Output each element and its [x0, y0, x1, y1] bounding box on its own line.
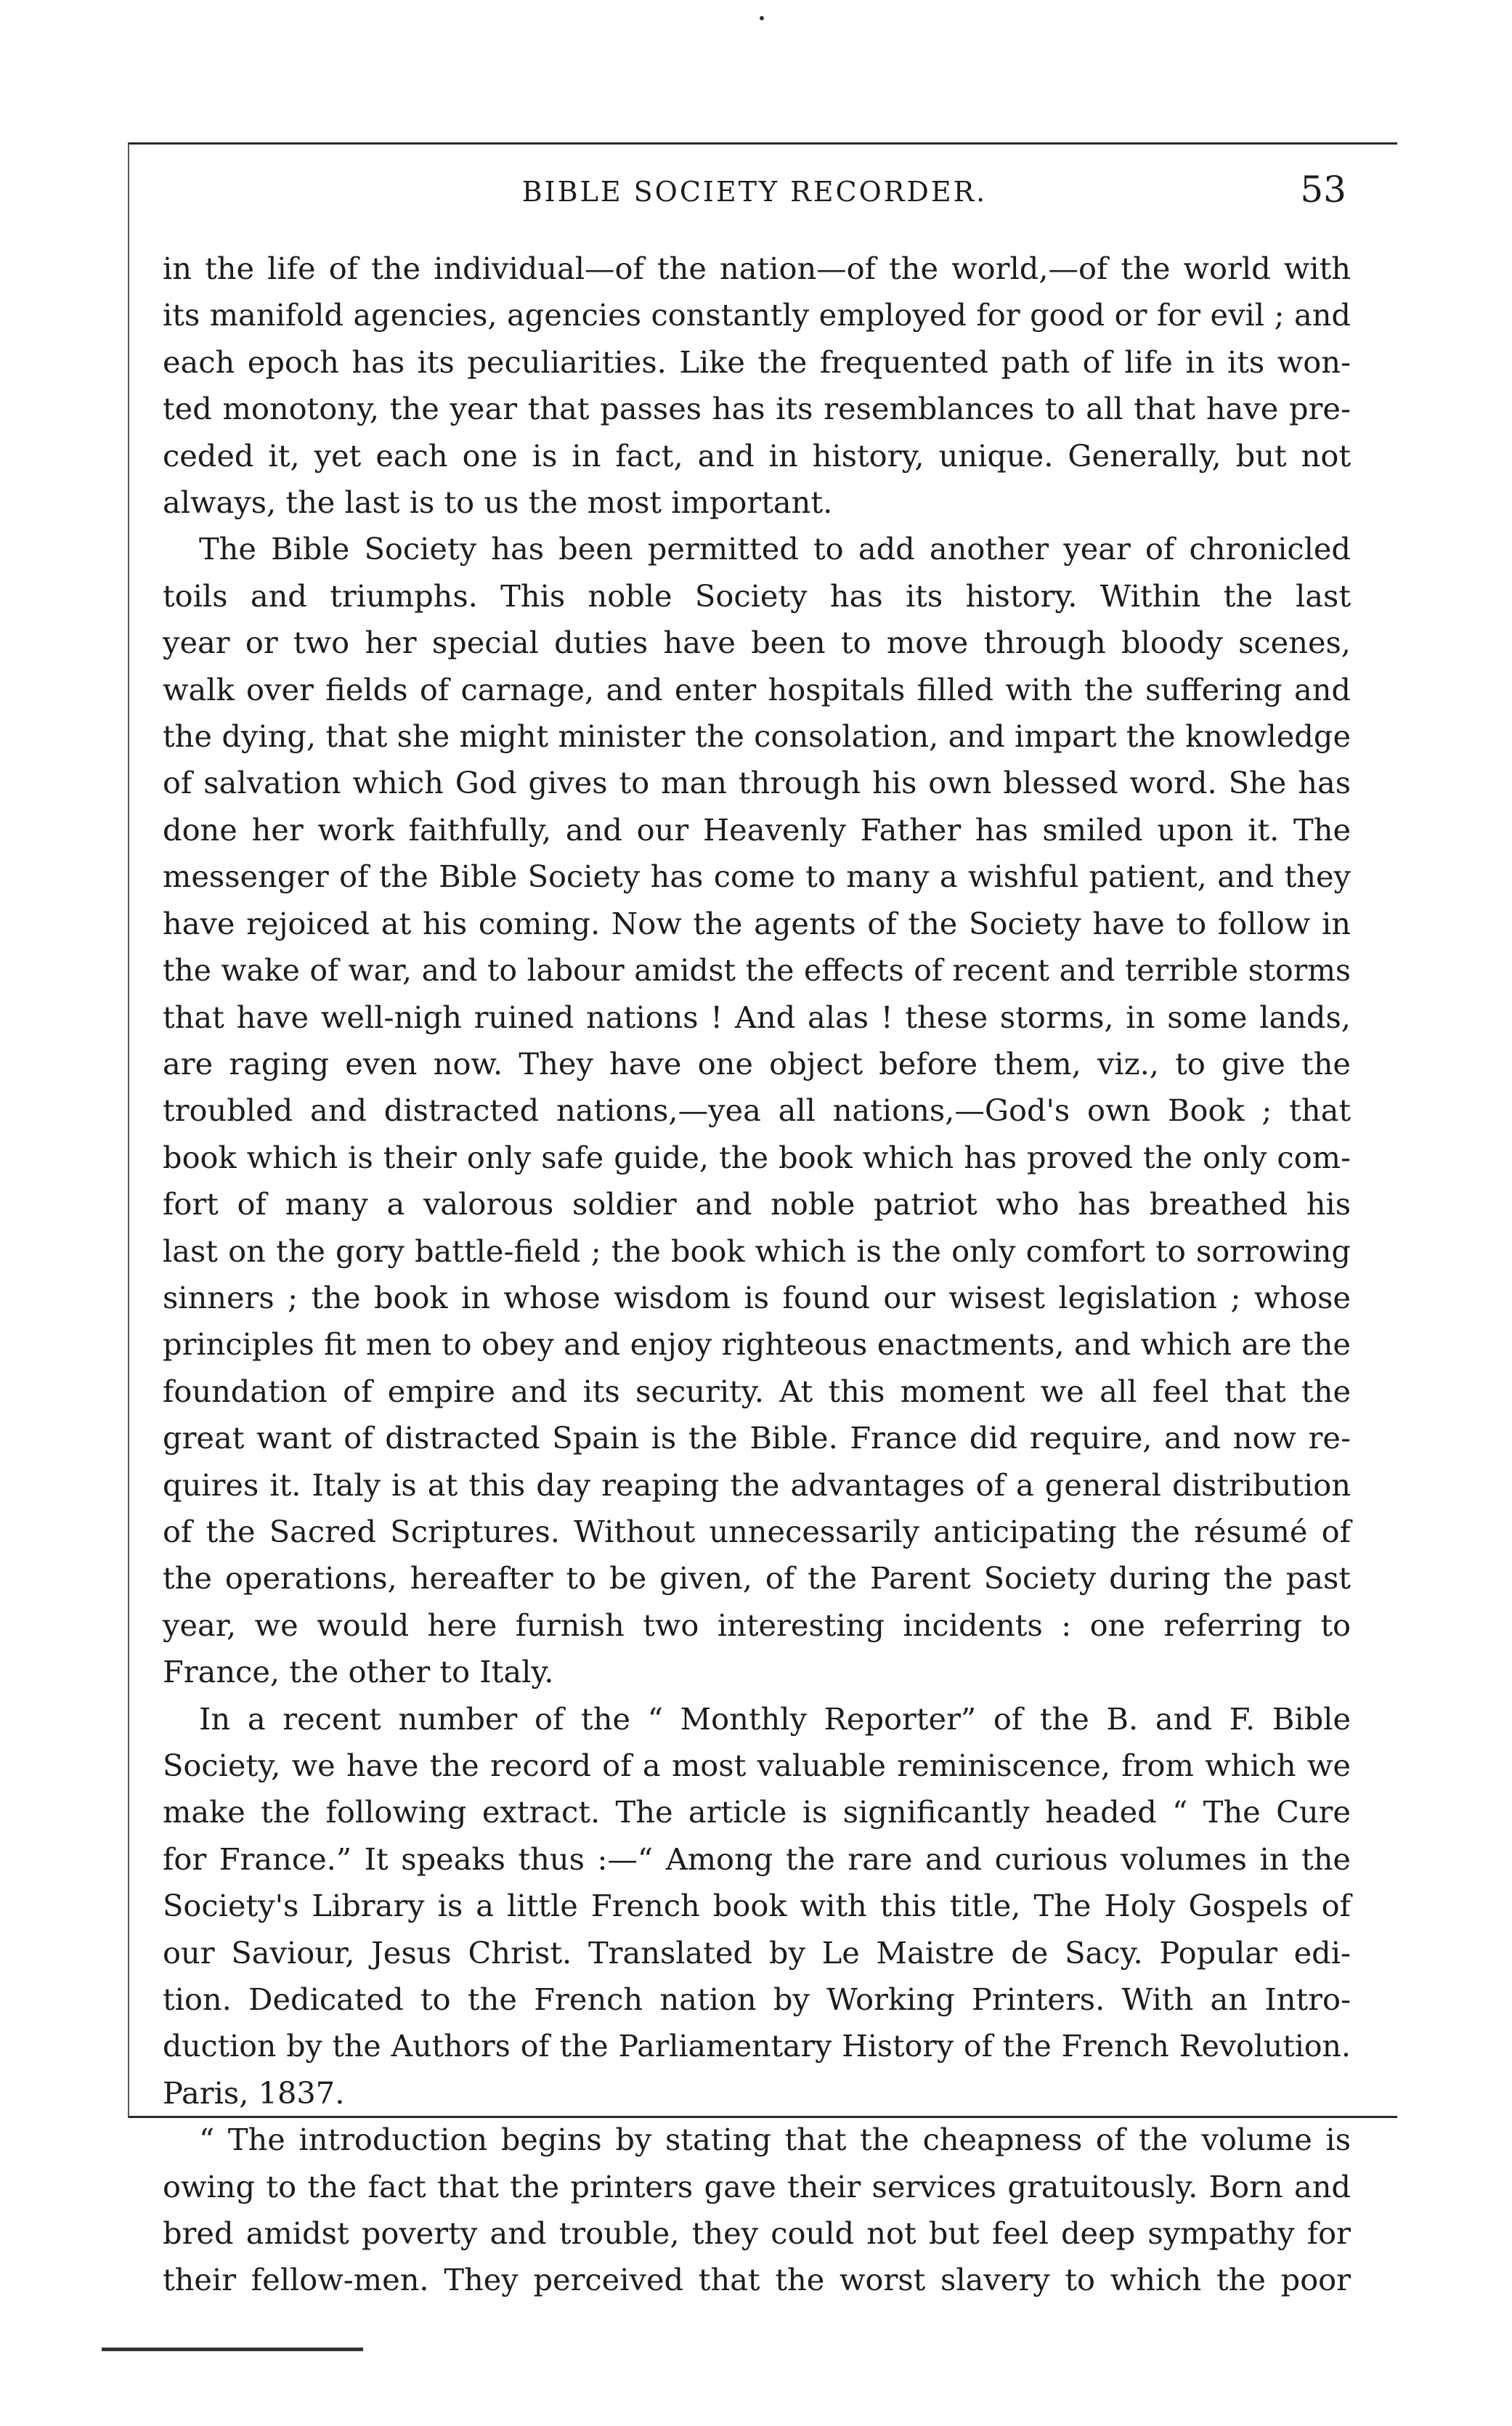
text-line: last on the gory battle-field ; the book which is the only comfort to sorrowing — [163, 1233, 1351, 1269]
text-line: walk over fields of carnage, and enter hospitals filled with the suffering and — [163, 671, 1351, 707]
text-line: tion. Dedicated to the French nation by Working Printers. With an Intro- — [163, 1981, 1351, 2018]
text-line: for France.” It speaks thus :—“ Among the rare and curious volumes in the — [163, 1841, 1351, 1877]
text-line: ted monotony, the year that passes has its resemblances to all that have pre- — [163, 391, 1351, 427]
text-line: their fellow-men. They perceived that the worst slavery to which the poor — [163, 2262, 1351, 2298]
text-line: its manifold agencies, agencies constantly employed for good or for evil ; and — [163, 297, 1351, 333]
text-line: have rejoiced at his coming. Now the agents of the Society have to follow in — [163, 905, 1351, 941]
text-line: principles fit men to obey and enjoy righteous enactments, and which are the — [163, 1326, 1351, 1363]
text-line: of salvation which God gives to man through his own blessed word. She has — [163, 765, 1351, 801]
text-line: done her work faithfully, and our Heavenly Father has smiled upon it. The — [163, 811, 1351, 848]
text-line: fort of many a valorous soldier and noble patriot who has breathed his — [163, 1186, 1351, 1222]
text-line: always, the last is to us the most important. — [163, 484, 833, 521]
text-line: the operations, hereafter to be given, of the Parent Society during the past — [163, 1560, 1351, 1597]
text-line: “ The introduction begins by stating that the cheapness of the volume is — [199, 2122, 1351, 2158]
text-line: that have well-nigh ruined nations ! And alas ! these storms, in some lands, — [163, 999, 1351, 1035]
article-body — [163, 246, 1351, 2304]
bottom-rule-fragment — [102, 2348, 363, 2351]
text-line: Paris, 1837. — [163, 2074, 345, 2111]
text-line: Society, we have the record of a most valuable reminiscence, from which we — [163, 1748, 1351, 1783]
text-line: troubled and distracted nations,—yea all nations,—God's own Book ; that — [163, 1092, 1351, 1129]
text-line: are raging even now. They have one object before them, viz., to give the — [163, 1045, 1351, 1082]
top-ink-dot — [760, 16, 764, 20]
text-line: Society's Library is a little French book with this title, The Holy Gospels of — [163, 1888, 1351, 1924]
text-line: great want of distracted Spain is the Bible. France did require, and now re- — [163, 1420, 1351, 1456]
text-line: make the following extract. The article is significantly headed “ The Cure — [163, 1794, 1351, 1830]
running-head: BIBLE SOCIETY RECORDER. — [521, 176, 988, 208]
text-line: owing to the fact that the printers gave their services gratuitously. Born and — [163, 2168, 1351, 2204]
text-line: foundation of empire and its security. At this moment we all feel that the — [163, 1373, 1351, 1409]
text-line: France, the other to Italy. — [163, 1654, 554, 1690]
text-line: our Saviour, Jesus Christ. Translated by Le Maistre de Sacy. Popular edi- — [163, 1934, 1351, 1971]
text-line: each epoch has its peculiarities. Like the frequented path of life in its won- — [163, 344, 1351, 380]
text-line: year, we would here furnish two interesting incidents : one referring to — [163, 1607, 1351, 1643]
text-line: in the life of the individual—of the nation—of the world,—of the world with — [163, 251, 1351, 286]
text-line: In a recent number of the “ Monthly Reporter” of the B. and F. Bible — [199, 1700, 1351, 1737]
text-line: year or two her special duties have been to move through bloody scenes, — [163, 625, 1351, 661]
text-line: The Bible Society has been permitted to add another year of chronicled — [199, 531, 1351, 567]
text-line: bred amidst poverty and trouble, they could not but feel deep sympathy for — [163, 2215, 1351, 2252]
page-header — [163, 169, 1346, 219]
text-line: of the Sacred Scriptures. Without unnecessarily anticipating the résumé of — [163, 1513, 1351, 1549]
text-line: the dying, that she might minister the consolation, and impart the knowledge — [163, 718, 1351, 755]
text-line: toils and triumphs. This noble Society has its history. Within the last — [163, 577, 1351, 614]
text-line: messenger of the Bible Society has come to many a wishful patient, and they — [163, 859, 1351, 895]
text-line: duction by the Authors of the Parliamentary History of the French Revolution. — [163, 2029, 1351, 2064]
text-line: book which is their only safe guide, the book which has proved the only com- — [163, 1139, 1351, 1175]
text-line: sinners ; the book in whose wisdom is found our wisest legislation ; whose — [163, 1279, 1351, 1315]
text-line: the wake of war, and to labour amidst the effects of recent and terrible storms — [163, 953, 1351, 989]
text-line: ceded it, yet each one is in fact, and in history, unique. Generally, but not — [163, 437, 1351, 474]
page-number: 53 — [1300, 169, 1346, 211]
text-line: quires it. Italy is at this day reaping the advantages of a general distribution — [163, 1466, 1351, 1503]
